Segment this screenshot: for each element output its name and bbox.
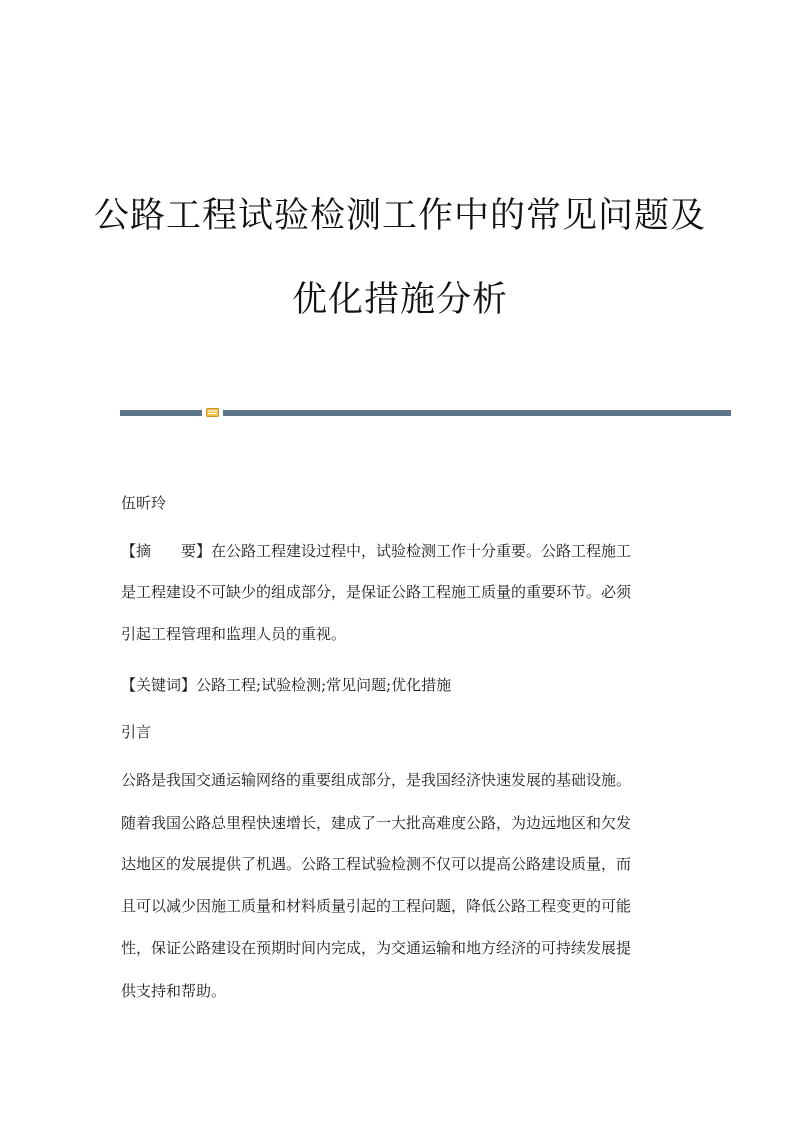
divider-bar-right: [223, 410, 731, 416]
paragraph-line: 达地区的发展提供了机遇。公路工程试验检测不仅可以提高公路建设质量，而: [121, 855, 632, 873]
paragraph-line: 公路是我国交通运输网络的重要组成部分，是我国经济快速发展的基础设施。: [121, 771, 632, 789]
page-title-continued: 优化措施分析: [291, 280, 508, 320]
title-divider: [120, 408, 731, 417]
paragraph-line: 性，保证公路建设在预期时间内完成，为交通运输和地方经济的可持续发展提: [121, 939, 632, 957]
keywords-text: 公路工程;试验检测;常见问题;优化措施: [196, 676, 452, 694]
abstract-text: 在公路工程建设过程中，试验检测工作十分重要。公路工程施工: [211, 542, 632, 560]
section-heading: 引言: [121, 723, 152, 741]
abstract-label: [121, 542, 211, 560]
abstract-line: [121, 544, 631, 559]
paragraph-line: 随着我国公路总里程快速增长，建成了一大批高难度公路，为边远地区和欠发: [121, 814, 632, 832]
author-name: 伍昕玲: [121, 494, 167, 512]
book-ornament-icon: [206, 408, 219, 417]
divider-bar-left: [120, 410, 202, 416]
abstract-line: 引起工程管理和监理人员的重视。: [121, 625, 347, 643]
keywords-line: [121, 678, 451, 693]
abstract-label-close: 要】: [181, 542, 212, 560]
page-title: 公路工程试验检测工作中的常见问题及: [93, 196, 706, 236]
paragraph-line: 且可以减少因施工质量和材料质量引起的工程问题，降低公路工程变更的可能: [121, 897, 632, 915]
abstract-line: 是工程建设不可缺少的组成部分，是保证公路工程施工质量的重要环节。必须: [121, 583, 632, 601]
abstract-label-open: 【摘: [121, 542, 152, 560]
paragraph-line: 供支持和帮助。: [121, 982, 227, 1000]
keywords-label: 【关键词】: [121, 676, 197, 694]
